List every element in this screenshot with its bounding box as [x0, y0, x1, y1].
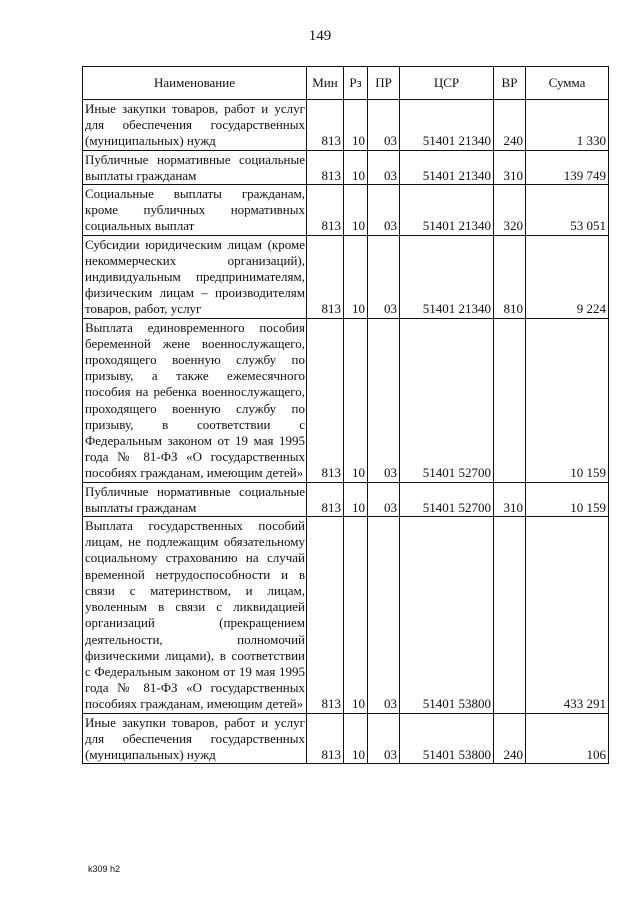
header-pr: ПР — [368, 67, 400, 100]
row-sum: 106 — [526, 713, 609, 764]
row-pr: 03 — [368, 235, 400, 318]
row-min: 813 — [307, 185, 344, 236]
table-row — [83, 517, 609, 713]
row-rz: 10 — [344, 100, 368, 151]
table-row — [83, 713, 609, 764]
row-sum: 10 159 — [526, 318, 609, 482]
header-name: Наименование — [83, 67, 307, 100]
row-pr: 03 — [368, 185, 400, 236]
row-min: 813 — [307, 482, 344, 516]
row-sum: 139 749 — [526, 150, 609, 184]
row-sum: 433 291 — [526, 517, 609, 713]
row-min: 813 — [307, 517, 344, 713]
row-rz: 10 — [344, 482, 368, 516]
row-rz: 10 — [344, 150, 368, 184]
row-min: 813 — [307, 235, 344, 318]
row-name: Выплата единовременного пособия беременной жене военнослужащего, проходящего военную службу по призыву, а также ежемесячного пособия на ребенка военнослужащего, проходящего военную службу по призыву, в соответствии с Федеральным законом от 19 мая 1995 года № 81-ФЗ «О государственных пособиях гражданам, имеющим детей» — [83, 318, 307, 482]
header-sum: Сумма — [526, 67, 609, 100]
document-code: k309 h2 — [88, 864, 121, 874]
header-rz: Рз — [344, 67, 368, 100]
row-min: 813 — [307, 150, 344, 184]
row-rz: 10 — [344, 235, 368, 318]
row-sum: 53 051 — [526, 185, 609, 236]
row-csr: 51401 21340 — [400, 100, 494, 151]
row-rz: 10 — [344, 713, 368, 764]
row-name: Социальные выплаты гражданам, кроме публичных нормативных социальных выплат — [83, 185, 307, 236]
row-name: Публичные нормативные социальные выплаты гражданам — [83, 482, 307, 516]
row-name: Выплата государственных пособий лицам, не подлежащим обязательному социальному страхованию на случай временной нетрудоспособности и в связи с материнством, и лицам, уволенным в связи с ликвидацией организаций (прекращением деятельности, полномочий физическими лицами), в соответствии с Федеральным законом от 19 мая 1995 года № 81-ФЗ «О государственных пособиях гражданам, имеющим детей» — [83, 517, 307, 713]
row-vr — [494, 517, 526, 713]
row-pr: 03 — [368, 482, 400, 516]
page-number: 149 — [308, 28, 332, 44]
table-row — [83, 150, 609, 184]
row-vr: 310 — [494, 482, 526, 516]
row-min: 813 — [307, 318, 344, 482]
row-csr: 51401 52700 — [400, 482, 494, 516]
header-min: Мин — [307, 67, 344, 100]
row-vr — [494, 318, 526, 482]
row-vr: 240 — [494, 100, 526, 151]
row-sum: 9 224 — [526, 235, 609, 318]
table-row — [83, 235, 609, 318]
row-min: 813 — [307, 713, 344, 764]
row-pr: 03 — [368, 517, 400, 713]
row-vr: 810 — [494, 235, 526, 318]
row-vr: 240 — [494, 713, 526, 764]
row-rz: 10 — [344, 517, 368, 713]
row-rz: 10 — [344, 318, 368, 482]
row-vr: 310 — [494, 150, 526, 184]
row-name: Публичные нормативные социальные выплаты гражданам — [83, 150, 307, 184]
header-vr: ВР — [494, 67, 526, 100]
row-vr: 320 — [494, 185, 526, 236]
row-sum: 1 330 — [526, 100, 609, 151]
header-csr: ЦСР — [400, 67, 494, 100]
row-sum: 10 159 — [526, 482, 609, 516]
row-name: Иные закупки товаров, работ и услуг для обеспечения государственных (муниципальных) нужд — [83, 713, 307, 764]
row-csr: 51401 53800 — [400, 517, 494, 713]
table-row — [83, 100, 609, 151]
row-pr: 03 — [368, 150, 400, 184]
row-pr: 03 — [368, 713, 400, 764]
row-csr: 51401 53800 — [400, 713, 494, 764]
row-name: Субсидии юридическим лицам (кроме некоммерческих организаций), индивидуальным предпринимателям, физическим лицам – производителям товаров, работ, услуг — [83, 235, 307, 318]
table-row — [83, 318, 609, 482]
row-csr: 51401 21340 — [400, 235, 494, 318]
table-header-row — [83, 67, 609, 100]
row-pr: 03 — [368, 318, 400, 482]
row-name: Иные закупки товаров, работ и услуг для обеспечения государственных (муниципальных) нужд — [83, 100, 307, 151]
row-rz: 10 — [344, 185, 368, 236]
row-pr: 03 — [368, 100, 400, 151]
budget-table — [82, 66, 609, 764]
row-csr: 51401 21340 — [400, 150, 494, 184]
row-min: 813 — [307, 100, 344, 151]
table-row — [83, 185, 609, 236]
row-csr: 51401 21340 — [400, 185, 494, 236]
table-row — [83, 482, 609, 516]
row-csr: 51401 52700 — [400, 318, 494, 482]
